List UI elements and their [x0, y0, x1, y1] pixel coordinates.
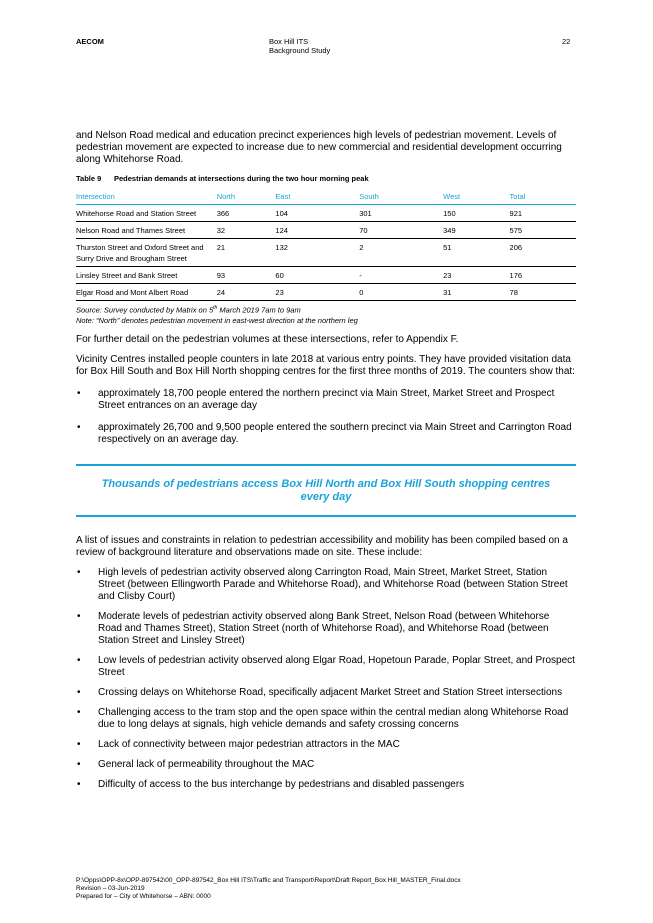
issues-paragraph: A list of issues and constraints in relation to pedestrian accessibility and mobility has been compiled based on a review of background literature and observations made on site. These include:	[76, 534, 568, 558]
cell-total: 921	[510, 205, 576, 222]
list-item: • Difficulty of access to the bus interchange by pedestrians and disabled passengers	[76, 779, 576, 791]
cell-north: 32	[217, 222, 276, 239]
cell-intersection: Whitehorse Road and Station Street	[76, 205, 217, 222]
table-header-row	[76, 189, 576, 205]
list-item: • Low levels of pedestrian activity observed along Elgar Road, Hopetoun Parade, Poplar Street, and Prospect Street	[76, 655, 576, 679]
list-item: • Challenging access to the tram stop and the open space within the central median along Whitehorse Road due to long delays at signals, high vehicle demands and safety crossing concerns	[76, 707, 576, 731]
table-row	[76, 267, 576, 284]
col-header-south: South	[359, 189, 443, 205]
cell-intersection: Elgar Road and Mont Albert Road	[76, 284, 217, 301]
header-page-number: 22	[562, 37, 571, 46]
cell-total: 575	[510, 222, 576, 239]
cell-east: 23	[275, 284, 359, 301]
table-source-sup: th	[213, 305, 218, 311]
cell-total: 176	[510, 267, 576, 284]
table-row	[76, 284, 576, 301]
table-number: Table 9	[76, 174, 102, 183]
cell-north: 93	[217, 267, 276, 284]
callout-box	[76, 464, 576, 517]
cell-west: 51	[443, 239, 509, 267]
cell-north: 24	[217, 284, 276, 301]
header-company: AECOM	[76, 37, 104, 46]
vicinity-bullet-list	[76, 388, 576, 446]
list-item: • High levels of pedestrian activity observed along Carrington Road, Main Street, Market Street, Station Street (between Ellingworth Parade and Whitehorse Road), and Whitehorse Road (between Station Street and Clisby Court)	[76, 567, 576, 603]
cell-north: 21	[217, 239, 276, 267]
cell-west: 349	[443, 222, 509, 239]
list-item: • Crossing delays on Whitehorse Road, specifically adjacent Market Street and Station Street intersections	[76, 687, 576, 699]
cell-south: 70	[359, 222, 443, 239]
cell-south: 301	[359, 205, 443, 222]
footer-prepared-for: Prepared for – City of Whitehorse – ABN: 0000	[76, 893, 211, 900]
cell-east: 60	[275, 267, 359, 284]
cell-north: 366	[217, 205, 276, 222]
col-header-north: North	[217, 189, 276, 205]
col-header-west: West	[443, 189, 509, 205]
cell-total: 78	[510, 284, 576, 301]
col-header-total: Total	[510, 189, 576, 205]
list-item: • Lack of connectivity between major pedestrian attractors in the MAC	[76, 739, 576, 751]
issues-bullet-list	[76, 567, 576, 791]
cell-intersection: Thurston Street and Oxford Street and Surry Drive and Brougham Street	[76, 239, 217, 267]
header-title-line1: Box Hill ITS	[269, 37, 309, 46]
cell-south: 2	[359, 239, 443, 267]
header-doc-title	[269, 37, 330, 55]
cell-east: 104	[275, 205, 359, 222]
list-item: • approximately 26,700 and 9,500 people entered the southern precinct via Main Street and Carrington Road respectively on an average day.	[76, 422, 576, 446]
callout-text: Thousands of pedestrians access Box Hill North and Box Hill South shopping centres every day	[101, 477, 551, 503]
cell-west: 150	[443, 205, 509, 222]
cell-west: 23	[443, 267, 509, 284]
table-row	[76, 222, 576, 239]
table-title: Pedestrian demands at intersections during the two hour morning peak	[114, 174, 369, 183]
list-item: • approximately 18,700 people entered the northern precinct via Main Street, Market Street and Prospect Street entrances on an average day	[76, 388, 576, 412]
list-item: • General lack of permeability throughout the MAC	[76, 759, 576, 771]
cell-intersection: Linsley Street and Bank Street	[76, 267, 217, 284]
cell-east: 124	[275, 222, 359, 239]
table-source	[76, 303, 576, 316]
table-caption	[76, 174, 576, 183]
cell-intersection: Nelson Road and Thames Street	[76, 222, 217, 239]
cell-south: -	[359, 267, 443, 284]
table-row	[76, 239, 576, 267]
cell-west: 31	[443, 284, 509, 301]
further-detail-paragraph: For further detail on the pedestrian volumes at these intersections, refer to Appendix F.	[76, 333, 459, 345]
cell-south: 0	[359, 284, 443, 301]
list-item: • Moderate levels of pedestrian activity observed along Bank Street, Nelson Road (between Whitehorse Road and Thames Street), Station Street (north of Whitehorse Road), and Whitehorse Road (between Station Street and Linsley Street)	[76, 611, 576, 647]
table-source-suffix: March 2019 7am to 9am	[217, 305, 301, 315]
cell-total: 206	[510, 239, 576, 267]
page-content	[76, 130, 576, 791]
table-source-prefix: Source: Survey conducted by Matrix on 5	[76, 305, 214, 315]
header-title-line2: Background Study	[269, 46, 331, 55]
col-header-intersection: Intersection	[76, 189, 217, 205]
table-row	[76, 205, 576, 222]
page-footer	[76, 877, 461, 901]
footer-revision: Revision – 03-Jun-2019	[76, 885, 145, 892]
footer-file-path: P:\Opps\OPP-8x\OPP-897542\00_OPP-897542_Box Hill ITS\Traffic and Transport\Report\Draft Report_Box Hill_MASTER_Final.docx	[76, 877, 461, 884]
intro-paragraph: and Nelson Road medical and education precinct experiences high levels of pedestrian movement. Levels of pedestrian movement are expected to increase due to new commercial and residential development occurring along Whitehorse Road.	[76, 130, 562, 165]
col-header-east: East	[275, 189, 359, 205]
table-note: Note: “North” denotes pedestrian movement in east-west direction at the northern leg	[76, 315, 358, 325]
pedestrian-demand-table	[76, 189, 576, 301]
cell-east: 132	[275, 239, 359, 267]
vicinity-paragraph: Vicinity Centres installed people counters in late 2018 at various entry points. They have provided visitation data for Box Hill South and Box Hill North shopping centres for the first three months of 2019. The counters show that:	[76, 353, 575, 377]
